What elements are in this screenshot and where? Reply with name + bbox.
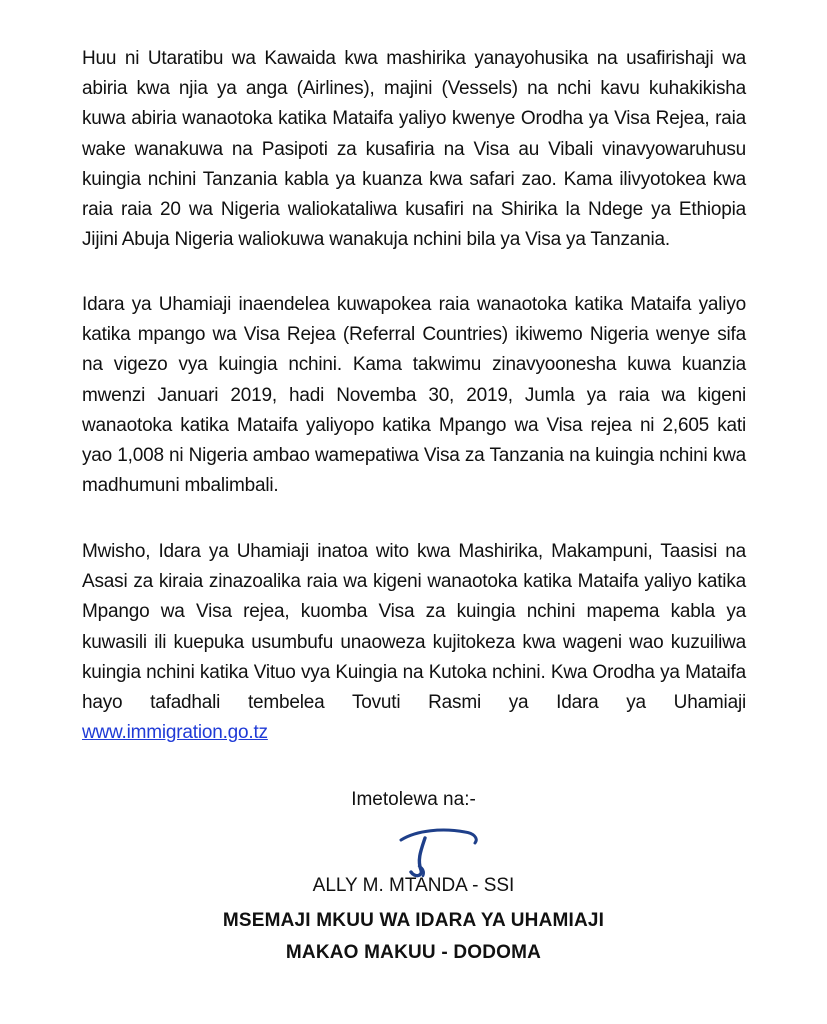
paragraph-statistics: Idara ya Uhamiaji inaendelea kuwapokea raia wanaotoka katika Mataifa yaliyo katika mpango wa Visa Rejea (Referral Countries) ikiwemo Nigeria wenye sifa na vigezo vya kuingia nchini. Kama takwimu zinavyoonesha kuwa kuanzia mwenzi Januari 2019, hadi Novemba 30, 2019, Jumla ya raia wa kigeni wanaotoka katika Mataifa yaliyopo katika Mpango wa Visa rejea ni 2,605 kati yao 1,008 ni Nigeria ambao wamepatiwa Visa za Tanzania na kuingia nchini kwa madhumuni mbalimbali. xyxy=(82,294,746,497)
paragraph-closing xyxy=(82,537,746,748)
immigration-website-link[interactable]: www.immigration.go.tz xyxy=(82,722,268,744)
signer-name: ALLY M. MTANDA - SSI xyxy=(312,875,515,896)
signer-office: MAKAO MAKUU - DODOMA xyxy=(285,942,542,963)
paragraph-procedure: Huu ni Utaratibu wa Kawaida kwa mashirika yanayohusika na usafirishaji wa abiria kwa njia ya anga (Airlines), majini (Vessels) na nchi kavu kuhakikisha kuwa abiria wanaotoka katika Mataifa yaliyo kwenye Orodha ya Visa Rejea, raia wake wanakuwa na Pasipoti za kusafiria na Visa au Vibali vinavyowaruhusu kuingia nchini Tanzania kabla ya kuanza kwa safari zao. Kama ilivyotokea kwa raia raia 20 wa Nigeria waliokataliwa kusafiri na Shirika la Ndege ya Ethiopia Jijini Abuja Nigeria waliokuwa wanakuja nchini bila ya Visa ya Tanzania. xyxy=(82,48,746,251)
issued-by-label: Imetolewa na:- xyxy=(351,789,476,810)
signer-title: MSEMAJI MKUU WA IDARA YA UHAMIAJI xyxy=(222,910,605,931)
paragraph-closing-text: Mwisho, Idara ya Uhamiaji inatoa wito kwa Mashirika, Makampuni, Taasisi na Asasi za kiraia zinazoalika raia wa kigeni wanaotoka katika Mataifa yaliyo katika Mpango wa Visa rejea, kuomba Visa za kuingia nchini mapema kabla ya kuwasili ili kuepuka usumbufu unaoweza kujitokeza kwa wageni wao kuzuiliwa kuingia nchini katika Vituo vya Kuingia na Kutoka nchini. Kwa Orodha ya Mataifa hayo tafadhali tembelea Tovuti Rasmi ya Idara ya Uhamiaji xyxy=(82,541,746,714)
